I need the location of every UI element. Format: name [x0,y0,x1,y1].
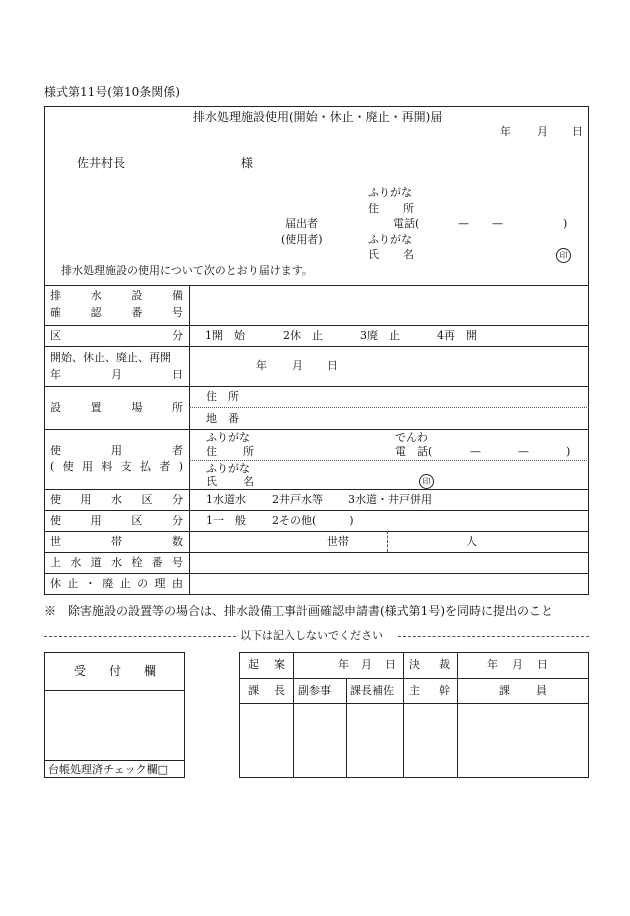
user-inner-divider [189,460,589,461]
form-title: 排水処理施設使用(開始・休止・廃止・再開)届 [193,110,443,124]
date-year-label: 年 [500,125,511,138]
use-option-other[interactable]: 2その他( ) [272,514,354,527]
water-option-well[interactable]: 2井戸水等 [272,493,323,506]
section-chief-label: 課 長 [248,684,285,697]
applicant-phone-label: 電話( [393,217,420,230]
category-option-resume[interactable]: 4再 開 [437,329,477,342]
note-text: ※ 除害施設の設置等の場合は、排水設備工事計画確認申請書(様式第1号)を同時に提出のこと [44,604,554,618]
meter-number-label: 上 水 道 水 栓 番 号 [50,556,183,569]
user-furigana-label: ふりがな [206,431,250,444]
location-address-label[interactable]: 住 所 [206,390,239,403]
assistant-chief-label: 課長補佐 [350,684,394,697]
supervisor-label: 主 幹 [409,684,450,697]
applicant-phone-sep-2: — [492,217,503,230]
user-phone-sep-2: — [518,445,529,458]
category-option-abolish[interactable]: 3廃 止 [360,329,400,342]
table-row-line [44,325,589,326]
households-inner-divider [387,531,388,552]
facility-number-label-line-2: 確 認 番 号 [50,306,183,319]
households-unit[interactable]: 世帯 [327,535,349,548]
use-category-label: 使 用 区 分 [50,514,183,527]
reception-label: 受 付 欄 [74,664,156,678]
decided-date-day[interactable]: 日 [537,658,548,671]
applicant-phone-sep-1: — [458,217,469,230]
applicant-name-label: 氏 名 [368,248,414,261]
date-day-label: 日 [572,125,583,138]
households-label: 世 帯 数 [50,535,183,548]
location-inner-divider [189,407,589,408]
table-row-line [44,552,589,553]
location-lot-label[interactable]: 地 番 [206,412,239,425]
decided-date-year[interactable]: 年 [487,658,498,671]
user-address-label[interactable]: 住 所 [206,445,254,458]
staff-label: 課 員 [499,684,547,697]
approval-col-line [293,652,294,778]
user-row-label-line-2: ( 使 用 料 支 払 者 ) [50,460,183,473]
reception-header-line [44,690,185,691]
applicant-address-label: 住 所 [368,202,414,215]
reception-footer-line [44,760,185,761]
table-top-border [44,285,589,286]
location-label: 設 置 場 所 [50,401,183,414]
user-row-label-line-1: 使 用 者 [50,444,183,457]
applicant-name-furigana-label: ふりがな [368,233,412,246]
date-value-month[interactable]: 月 [292,359,303,372]
applicant-label: 届出者 [285,217,318,230]
approval-col-line [457,652,458,778]
persons-unit[interactable]: 人 [466,535,477,548]
drafted-label: 起 案 [248,658,285,671]
date-row-label-line-1: 開始、休止、廃止、再開 [50,351,171,364]
user-phone-sep-1: — [470,445,481,458]
approval-row-line [239,678,589,679]
facility-number-label-line-1: 排 水 設 備 [50,289,183,302]
table-label-column-divider [189,285,190,595]
user-name-furigana-label: ふりがな [206,462,250,475]
table-row-line [44,489,589,490]
water-option-tap[interactable]: 1水道水 [206,493,246,506]
reason-label: 休 止 ・ 廃 止 の 理 由 [50,577,183,590]
date-value-year[interactable]: 年 [256,359,267,372]
user-label: (使用者) [281,233,323,246]
date-value-day[interactable]: 日 [327,359,338,372]
water-option-combined[interactable]: 3水道・井戸併用 [348,493,432,506]
table-row-line [44,510,589,511]
category-option-start[interactable]: 1開 始 [205,329,245,342]
table-row-line [44,386,589,387]
office-divider-right [398,636,589,637]
user-phone-label[interactable]: 電 話( [395,445,433,458]
approval-row-line [239,703,589,704]
approval-col-line [346,678,347,778]
applicant-furigana-label: ふりがな [368,186,412,199]
user-name-label[interactable]: 氏 名 [206,475,254,488]
drafted-date-year[interactable]: 年 [338,658,349,671]
approval-col-line [403,652,404,778]
table-row-line [44,573,589,574]
drafted-date-day[interactable]: 日 [385,658,396,671]
statement-text: 排水処理施設の使用について次のとおり届けます。 [61,264,313,277]
category-label: 区 分 [50,329,183,342]
use-option-general[interactable]: 1一 般 [206,514,246,527]
user-seal-mark: 印 [419,474,434,489]
form-number: 様式第11号(第10条関係) [44,85,180,99]
office-use-divider-text: 以下は記入しないでください [240,629,383,642]
honorific: 様 [241,156,254,170]
date-row-label-line-2: 年 月 日 [50,368,183,381]
category-option-suspend[interactable]: 2休 止 [283,329,323,342]
drafted-date-month[interactable]: 月 [361,658,372,671]
table-row-line [44,429,589,430]
addressee: 佐井村長 [77,156,126,170]
applicant-phone-close: ) [563,217,568,230]
deputy-label: 副参事 [298,684,331,697]
ledger-check-label[interactable]: 台帳処理済チェック欄□ [48,763,169,776]
water-category-label: 使 用 水 区 分 [50,493,183,506]
decided-date-month[interactable]: 月 [512,658,523,671]
date-month-label: 月 [537,125,548,138]
table-row-line [44,346,589,347]
table-row-line [44,531,589,532]
office-divider-left [44,636,236,637]
applicant-seal-mark: 印 [556,248,571,263]
user-phone-close: ) [566,445,571,458]
user-phone-furigana-label: でんわ [395,431,428,444]
decided-label: 決 裁 [409,658,450,671]
